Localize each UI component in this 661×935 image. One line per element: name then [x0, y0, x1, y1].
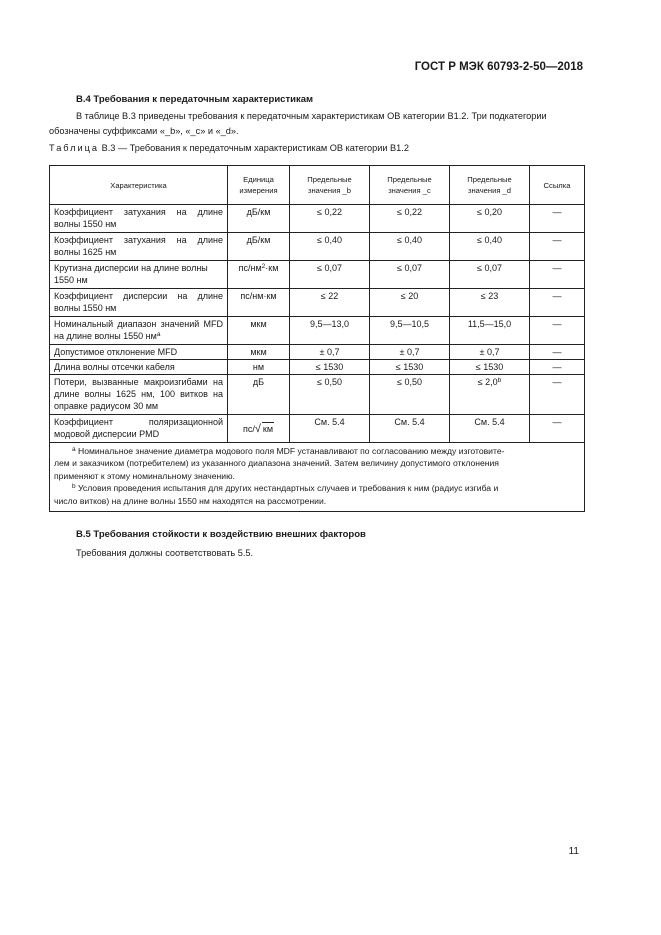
- caption-text: В.3 — Требования к передаточным характеристикам ОВ категории В1.2: [101, 143, 409, 153]
- note-marker: b: [72, 483, 76, 491]
- cell-limit-d: ≤ 0,20: [450, 205, 530, 233]
- cell-limit-d: 11,5—15,0: [450, 317, 530, 345]
- table-notes: [50, 443, 585, 512]
- cell-unit: пс/нм·км: [228, 289, 290, 317]
- table-row: [50, 345, 585, 360]
- cell-limit-c: 9,5—10,5: [370, 317, 450, 345]
- cell-unit: нм: [228, 360, 290, 375]
- cell-limit-d: ≤ 0,07: [450, 261, 530, 289]
- cell-unit: мкм: [228, 345, 290, 360]
- cell-characteristic: Коэффициент дисперсии на длине волны 1550 нм: [50, 289, 228, 317]
- table-row: [50, 261, 585, 289]
- cell-characteristic: Длина волны отсечки кабеля: [50, 360, 228, 375]
- limit-text: ≤ 2,0: [477, 377, 498, 387]
- note-b: [54, 482, 580, 494]
- cell-limit-b: ± 0,7: [290, 345, 370, 360]
- cell-limit-b: ≤ 1530: [290, 360, 370, 375]
- cell-limit-b: ≤ 22: [290, 289, 370, 317]
- cell-reference: —: [530, 289, 585, 317]
- note-b-line: число витков) на длине волны 1550 нм находятся на рассмотрении.: [54, 495, 327, 506]
- cell-limit-b: ≤ 0,07: [290, 261, 370, 289]
- cell-unit: [228, 415, 290, 443]
- table-row: [50, 375, 585, 415]
- unit-text: пс/: [242, 424, 255, 434]
- cell-limit-c: ± 0,7: [370, 345, 450, 360]
- note-a: [54, 445, 580, 457]
- cell-limit-c: ≤ 0,22: [370, 205, 450, 233]
- cell-reference: —: [530, 360, 585, 375]
- cell-characteristic: Коэффициент затухания на длине волны 1625 нм: [50, 233, 228, 261]
- note-marker: a: [72, 446, 76, 453]
- cell-limit-b: ≤ 0,40: [290, 233, 370, 261]
- cell-limit-d: ≤ 0,40: [450, 233, 530, 261]
- cell-reference: —: [530, 205, 585, 233]
- cell-limit-c: См. 5.4: [370, 415, 450, 443]
- cell-limit-c: ≤ 1530: [370, 360, 450, 375]
- footnote-marker-a: a: [156, 331, 161, 338]
- unit-radicand: км: [262, 424, 274, 434]
- table-row: [50, 360, 585, 375]
- unit-superscript: 2: [261, 263, 266, 270]
- section-heading-b5: В.5 Требования стойкости к воздействию внешних факторов: [76, 529, 366, 540]
- cell-reference: —: [530, 317, 585, 345]
- col-header-reference: Ссылка: [530, 166, 585, 205]
- paragraph-line: обозначены суффиксами «_b», «_c» и «_d».: [49, 126, 239, 136]
- cell-limit-b: ≤ 0,22: [290, 205, 370, 233]
- cell-limit-d: См. 5.4: [450, 415, 530, 443]
- square-root-icon: √: [254, 423, 261, 435]
- document-header: ГОСТ Р МЭК 60793-2-50—2018: [414, 61, 583, 73]
- note-a-line: применяют к этому номинальному значению.: [54, 470, 235, 481]
- page-number: 11: [568, 846, 579, 857]
- cell-characteristic: [50, 317, 228, 345]
- cell-limit-b: 9,5—13,0: [290, 317, 370, 345]
- cell-limit-c: ≤ 0,07: [370, 261, 450, 289]
- note-a-line: лем и заказчиком (потребителем) из указанного диапазона значений. Затем величину допустимого отклонения: [54, 458, 499, 469]
- cell-characteristic: Потери, вызванные макроизгибами на длине волны 1625 нм, 100 витков на оправке радиусом 30 мм: [50, 375, 228, 415]
- table-row: [50, 205, 585, 233]
- section-heading-b4: В.4 Требования к передаточным характеристикам: [76, 94, 314, 105]
- paragraph-requirements: [49, 546, 584, 561]
- note-text: Условия проведения испытания для других нестандартных случаев и требования к ним (радиус изгиба и: [78, 483, 499, 494]
- table-row: [50, 233, 585, 261]
- paragraph-line: В таблице В.3 приведены требования к передаточным характеристикам ОВ категории В1.2. Три подкатегории: [76, 111, 547, 121]
- table-notes-row: [50, 443, 585, 512]
- cell-unit: мкм: [228, 317, 290, 345]
- paragraph-line: Требования должны соответствовать 5.5.: [76, 548, 254, 558]
- cell-limit-b: См. 5.4: [290, 415, 370, 443]
- cell-unit: дБ: [228, 375, 290, 415]
- note-text: Номинальное значение диаметра модового поля MDF устанавливают по согласованию между изготовите-: [78, 446, 505, 456]
- cell-unit: дБ/км: [228, 233, 290, 261]
- cell-unit: [228, 261, 290, 289]
- col-header-unit: Единица измерения: [228, 166, 290, 205]
- cell-limit-b: ≤ 0,50: [290, 375, 370, 415]
- cell-limit-c: ≤ 20: [370, 289, 450, 317]
- cell-characteristic: Допустимое отклонение MFD: [50, 345, 228, 360]
- cell-limit-d: ≤ 23: [450, 289, 530, 317]
- col-header-limit-b: Предельные значения _b: [290, 166, 370, 205]
- table-row: [50, 415, 585, 443]
- cell-unit: дБ/км: [228, 205, 290, 233]
- col-header-characteristic: Характеристика: [50, 166, 228, 205]
- cell-reference: —: [530, 415, 585, 443]
- col-header-limit-d: Предельные значения _d: [450, 166, 530, 205]
- cell-reference: —: [530, 261, 585, 289]
- cell-characteristic: Коэффициент поляризационной модовой дисперсии PMD: [50, 415, 228, 443]
- cell-limit-d: ≤ 1530: [450, 360, 530, 375]
- cell-characteristic: Коэффициент затухания на длине волны 1550 нм: [50, 205, 228, 233]
- table-caption: [49, 143, 409, 153]
- caption-label: Таблица: [49, 143, 100, 153]
- table-row: [50, 289, 585, 317]
- cell-characteristic: Крутизна дисперсии на длине волны 1550 нм: [50, 261, 228, 289]
- unit-text: пс/нм: [238, 263, 262, 273]
- unit-text: ·км: [265, 263, 279, 273]
- cell-reference: —: [530, 233, 585, 261]
- cell-limit-d: [450, 375, 530, 415]
- col-header-limit-c: Предельные значения _c: [370, 166, 450, 205]
- cell-limit-c: ≤ 0,40: [370, 233, 450, 261]
- table-row: [50, 317, 585, 345]
- requirements-table: [49, 165, 585, 512]
- cell-reference: —: [530, 375, 585, 415]
- paragraph-intro: [49, 109, 584, 139]
- footnote-marker-b: b: [497, 377, 502, 384]
- cell-reference: —: [530, 345, 585, 360]
- cell-limit-d: ± 0,7: [450, 345, 530, 360]
- table-header-row: [50, 166, 585, 205]
- cell-limit-c: ≤ 0,50: [370, 375, 450, 415]
- characteristic-text: Номинальный диапазон значений MFD на длине волны 1550 нм: [54, 319, 223, 341]
